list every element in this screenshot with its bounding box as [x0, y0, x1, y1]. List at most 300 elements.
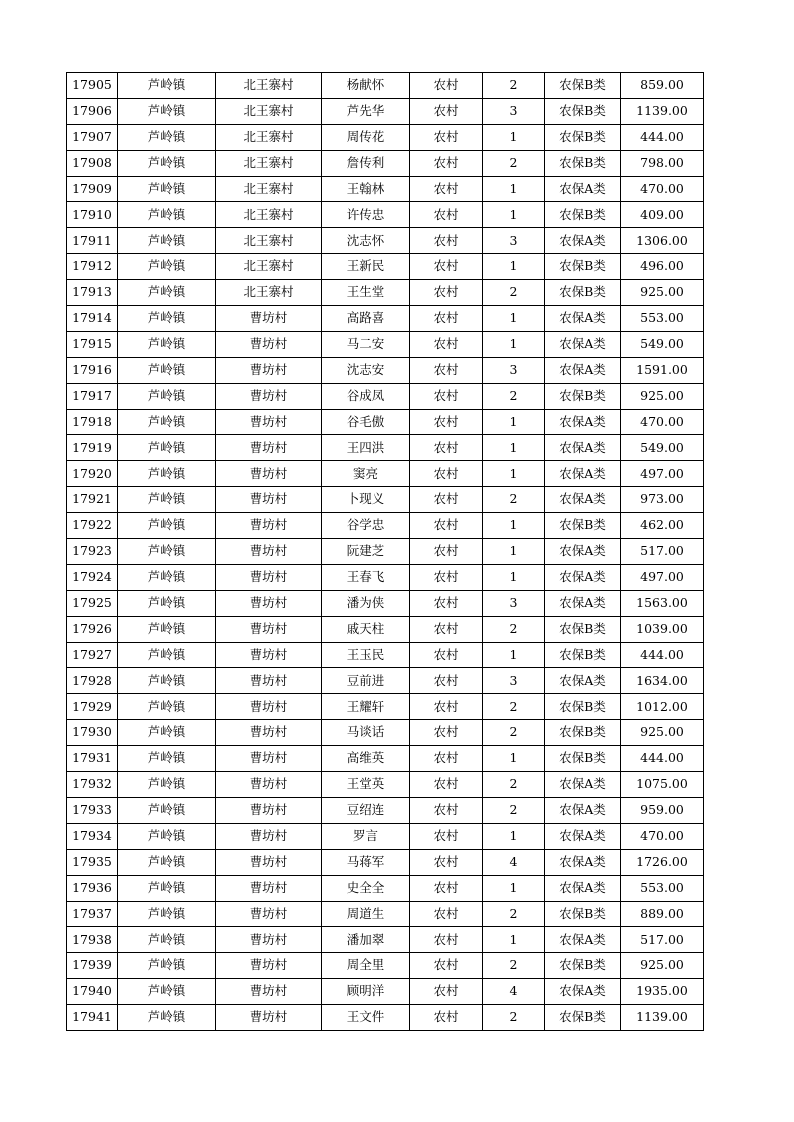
table-row: [67, 953, 704, 979]
town-cell: 芦岭镇: [118, 875, 216, 901]
member-count-cell: 3: [483, 228, 545, 254]
record-id-cell: 17930: [67, 720, 118, 746]
category-cell: 农保A类: [545, 927, 621, 953]
town-cell: 芦岭镇: [118, 979, 216, 1005]
town-cell: 芦岭镇: [118, 357, 216, 383]
member-count-cell: 2: [483, 720, 545, 746]
member-count-cell: 1: [483, 409, 545, 435]
table-row: [67, 176, 704, 202]
record-id-cell: 17907: [67, 124, 118, 150]
village-cell: 曹坊村: [216, 357, 322, 383]
amount-cell: 1726.00: [621, 849, 704, 875]
member-count-cell: 1: [483, 202, 545, 228]
village-cell: 北王寨村: [216, 98, 322, 124]
town-cell: 芦岭镇: [118, 823, 216, 849]
town-cell: 芦岭镇: [118, 694, 216, 720]
member-count-cell: 3: [483, 357, 545, 383]
household-type-cell: 农村: [410, 979, 483, 1005]
member-count-cell: 1: [483, 176, 545, 202]
household-type-cell: 农村: [410, 797, 483, 823]
household-type-cell: 农村: [410, 435, 483, 461]
household-type-cell: 农村: [410, 124, 483, 150]
amount-cell: 1139.00: [621, 98, 704, 124]
record-id-cell: 17934: [67, 823, 118, 849]
record-id-cell: 17933: [67, 797, 118, 823]
records-table: [66, 72, 704, 1031]
town-cell: 芦岭镇: [118, 383, 216, 409]
town-cell: 芦岭镇: [118, 797, 216, 823]
category-cell: 农保A类: [545, 979, 621, 1005]
table-row: [67, 202, 704, 228]
table-row: [67, 331, 704, 357]
table-row: [67, 150, 704, 176]
table-row: [67, 383, 704, 409]
village-cell: 北王寨村: [216, 73, 322, 99]
member-count-cell: 2: [483, 150, 545, 176]
member-count-cell: 1: [483, 513, 545, 539]
name-cell: 窦亮: [322, 461, 410, 487]
household-type-cell: 农村: [410, 1005, 483, 1031]
village-cell: 北王寨村: [216, 280, 322, 306]
household-type-cell: 农村: [410, 875, 483, 901]
category-cell: 农保A类: [545, 875, 621, 901]
record-id-cell: 17909: [67, 176, 118, 202]
member-count-cell: 1: [483, 306, 545, 332]
village-cell: 北王寨村: [216, 124, 322, 150]
category-cell: 农保B类: [545, 254, 621, 280]
member-count-cell: 2: [483, 73, 545, 99]
member-count-cell: 1: [483, 875, 545, 901]
table-row: [67, 927, 704, 953]
amount-cell: 444.00: [621, 124, 704, 150]
amount-cell: 925.00: [621, 953, 704, 979]
category-cell: 农保A类: [545, 823, 621, 849]
village-cell: 曹坊村: [216, 901, 322, 927]
household-type-cell: 农村: [410, 73, 483, 99]
table-row: [67, 280, 704, 306]
name-cell: 王四洪: [322, 435, 410, 461]
table-row: [67, 616, 704, 642]
name-cell: 许传忠: [322, 202, 410, 228]
record-id-cell: 17937: [67, 901, 118, 927]
amount-cell: 925.00: [621, 720, 704, 746]
household-type-cell: 农村: [410, 280, 483, 306]
name-cell: 高路喜: [322, 306, 410, 332]
member-count-cell: 1: [483, 254, 545, 280]
town-cell: 芦岭镇: [118, 487, 216, 513]
table-row: [67, 435, 704, 461]
table-row: [67, 513, 704, 539]
village-cell: 曹坊村: [216, 487, 322, 513]
household-type-cell: 农村: [410, 150, 483, 176]
amount-cell: 497.00: [621, 461, 704, 487]
table-row: [67, 124, 704, 150]
household-type-cell: 农村: [410, 720, 483, 746]
household-type-cell: 农村: [410, 98, 483, 124]
amount-cell: 470.00: [621, 176, 704, 202]
record-id-cell: 17925: [67, 590, 118, 616]
table-row: [67, 694, 704, 720]
amount-cell: 1563.00: [621, 590, 704, 616]
village-cell: 曹坊村: [216, 772, 322, 798]
village-cell: 曹坊村: [216, 564, 322, 590]
member-count-cell: 1: [483, 435, 545, 461]
member-count-cell: 1: [483, 124, 545, 150]
village-cell: 北王寨村: [216, 150, 322, 176]
category-cell: 农保B类: [545, 73, 621, 99]
town-cell: 芦岭镇: [118, 746, 216, 772]
town-cell: 芦岭镇: [118, 306, 216, 332]
name-cell: 周全里: [322, 953, 410, 979]
household-type-cell: 农村: [410, 539, 483, 565]
member-count-cell: 1: [483, 746, 545, 772]
village-cell: 曹坊村: [216, 668, 322, 694]
record-id-cell: 17922: [67, 513, 118, 539]
village-cell: 曹坊村: [216, 306, 322, 332]
amount-cell: 889.00: [621, 901, 704, 927]
household-type-cell: 农村: [410, 927, 483, 953]
member-count-cell: 3: [483, 98, 545, 124]
village-cell: 曹坊村: [216, 409, 322, 435]
table-row: [67, 772, 704, 798]
member-count-cell: 2: [483, 797, 545, 823]
village-cell: 曹坊村: [216, 461, 322, 487]
town-cell: 芦岭镇: [118, 564, 216, 590]
name-cell: 顾明洋: [322, 979, 410, 1005]
member-count-cell: 4: [483, 849, 545, 875]
amount-cell: 1634.00: [621, 668, 704, 694]
town-cell: 芦岭镇: [118, 73, 216, 99]
household-type-cell: 农村: [410, 823, 483, 849]
member-count-cell: 2: [483, 953, 545, 979]
household-type-cell: 农村: [410, 772, 483, 798]
amount-cell: 553.00: [621, 875, 704, 901]
category-cell: 农保B类: [545, 746, 621, 772]
record-id-cell: 17905: [67, 73, 118, 99]
name-cell: 沈志安: [322, 357, 410, 383]
table-row: [67, 98, 704, 124]
name-cell: 周道生: [322, 901, 410, 927]
village-cell: 曹坊村: [216, 331, 322, 357]
record-id-cell: 17915: [67, 331, 118, 357]
amount-cell: 1306.00: [621, 228, 704, 254]
town-cell: 芦岭镇: [118, 720, 216, 746]
table-row: [67, 590, 704, 616]
amount-cell: 517.00: [621, 927, 704, 953]
household-type-cell: 农村: [410, 357, 483, 383]
amount-cell: 497.00: [621, 564, 704, 590]
household-type-cell: 农村: [410, 953, 483, 979]
village-cell: 曹坊村: [216, 1005, 322, 1031]
town-cell: 芦岭镇: [118, 254, 216, 280]
name-cell: 王耀轩: [322, 694, 410, 720]
town-cell: 芦岭镇: [118, 461, 216, 487]
name-cell: 芦先华: [322, 98, 410, 124]
amount-cell: 470.00: [621, 409, 704, 435]
member-count-cell: 2: [483, 901, 545, 927]
name-cell: 马谈话: [322, 720, 410, 746]
town-cell: 芦岭镇: [118, 539, 216, 565]
household-type-cell: 农村: [410, 564, 483, 590]
amount-cell: 549.00: [621, 435, 704, 461]
name-cell: 周传花: [322, 124, 410, 150]
village-cell: 曹坊村: [216, 823, 322, 849]
village-cell: 曹坊村: [216, 849, 322, 875]
household-type-cell: 农村: [410, 176, 483, 202]
town-cell: 芦岭镇: [118, 772, 216, 798]
category-cell: 农保B类: [545, 953, 621, 979]
record-id-cell: 17906: [67, 98, 118, 124]
village-cell: 曹坊村: [216, 927, 322, 953]
table-row: [67, 409, 704, 435]
town-cell: 芦岭镇: [118, 616, 216, 642]
member-count-cell: 4: [483, 979, 545, 1005]
table-row: [67, 539, 704, 565]
amount-cell: 409.00: [621, 202, 704, 228]
record-id-cell: 17912: [67, 254, 118, 280]
name-cell: 谷学忠: [322, 513, 410, 539]
town-cell: 芦岭镇: [118, 1005, 216, 1031]
village-cell: 曹坊村: [216, 875, 322, 901]
town-cell: 芦岭镇: [118, 124, 216, 150]
category-cell: 农保A类: [545, 331, 621, 357]
category-cell: 农保A类: [545, 772, 621, 798]
record-id-cell: 17923: [67, 539, 118, 565]
table-row: [67, 901, 704, 927]
town-cell: 芦岭镇: [118, 409, 216, 435]
table-row: [67, 1005, 704, 1031]
category-cell: 农保B类: [545, 150, 621, 176]
name-cell: 罗言: [322, 823, 410, 849]
member-count-cell: 2: [483, 694, 545, 720]
amount-cell: 444.00: [621, 746, 704, 772]
record-id-cell: 17939: [67, 953, 118, 979]
member-count-cell: 1: [483, 539, 545, 565]
table-row: [67, 306, 704, 332]
village-cell: 曹坊村: [216, 590, 322, 616]
amount-cell: 1012.00: [621, 694, 704, 720]
member-count-cell: 1: [483, 564, 545, 590]
amount-cell: 959.00: [621, 797, 704, 823]
table-row: [67, 979, 704, 1005]
village-cell: 北王寨村: [216, 254, 322, 280]
amount-cell: 859.00: [621, 73, 704, 99]
name-cell: 王堂英: [322, 772, 410, 798]
household-type-cell: 农村: [410, 590, 483, 616]
household-type-cell: 农村: [410, 487, 483, 513]
town-cell: 芦岭镇: [118, 280, 216, 306]
village-cell: 北王寨村: [216, 228, 322, 254]
town-cell: 芦岭镇: [118, 150, 216, 176]
town-cell: 芦岭镇: [118, 668, 216, 694]
name-cell: 豆前进: [322, 668, 410, 694]
amount-cell: 444.00: [621, 642, 704, 668]
category-cell: 农保B类: [545, 642, 621, 668]
village-cell: 北王寨村: [216, 202, 322, 228]
member-count-cell: 1: [483, 823, 545, 849]
town-cell: 芦岭镇: [118, 176, 216, 202]
member-count-cell: 1: [483, 461, 545, 487]
table-row: [67, 461, 704, 487]
record-id-cell: 17941: [67, 1005, 118, 1031]
record-id-cell: 17927: [67, 642, 118, 668]
name-cell: 史全全: [322, 875, 410, 901]
amount-cell: 925.00: [621, 280, 704, 306]
member-count-cell: 3: [483, 668, 545, 694]
village-cell: 曹坊村: [216, 979, 322, 1005]
village-cell: 曹坊村: [216, 953, 322, 979]
amount-cell: 973.00: [621, 487, 704, 513]
member-count-cell: 1: [483, 642, 545, 668]
category-cell: 农保A类: [545, 228, 621, 254]
town-cell: 芦岭镇: [118, 331, 216, 357]
category-cell: 农保A类: [545, 849, 621, 875]
category-cell: 农保A类: [545, 176, 621, 202]
name-cell: 王新民: [322, 254, 410, 280]
household-type-cell: 农村: [410, 331, 483, 357]
table-row: [67, 797, 704, 823]
category-cell: 农保A类: [545, 306, 621, 332]
records-table-body: [67, 73, 704, 1031]
village-cell: 曹坊村: [216, 797, 322, 823]
town-cell: 芦岭镇: [118, 228, 216, 254]
name-cell: 潘为侠: [322, 590, 410, 616]
record-id-cell: 17919: [67, 435, 118, 461]
name-cell: 王翰林: [322, 176, 410, 202]
name-cell: 高维英: [322, 746, 410, 772]
amount-cell: 462.00: [621, 513, 704, 539]
record-id-cell: 17913: [67, 280, 118, 306]
member-count-cell: 2: [483, 772, 545, 798]
category-cell: 农保B类: [545, 616, 621, 642]
name-cell: 王春飞: [322, 564, 410, 590]
category-cell: 农保A类: [545, 435, 621, 461]
name-cell: 马二安: [322, 331, 410, 357]
town-cell: 芦岭镇: [118, 435, 216, 461]
table-row: [67, 849, 704, 875]
category-cell: 农保A类: [545, 357, 621, 383]
record-id-cell: 17935: [67, 849, 118, 875]
table-row: [67, 487, 704, 513]
member-count-cell: 1: [483, 927, 545, 953]
record-id-cell: 17916: [67, 357, 118, 383]
village-cell: 曹坊村: [216, 694, 322, 720]
household-type-cell: 农村: [410, 668, 483, 694]
household-type-cell: 农村: [410, 461, 483, 487]
member-count-cell: 2: [483, 280, 545, 306]
household-type-cell: 农村: [410, 254, 483, 280]
record-id-cell: 17928: [67, 668, 118, 694]
name-cell: 戚天柱: [322, 616, 410, 642]
village-cell: 曹坊村: [216, 383, 322, 409]
town-cell: 芦岭镇: [118, 901, 216, 927]
town-cell: 芦岭镇: [118, 590, 216, 616]
amount-cell: 496.00: [621, 254, 704, 280]
household-type-cell: 农村: [410, 409, 483, 435]
household-type-cell: 农村: [410, 901, 483, 927]
category-cell: 农保B类: [545, 202, 621, 228]
household-type-cell: 农村: [410, 694, 483, 720]
town-cell: 芦岭镇: [118, 513, 216, 539]
record-id-cell: 17929: [67, 694, 118, 720]
amount-cell: 1935.00: [621, 979, 704, 1005]
village-cell: 曹坊村: [216, 435, 322, 461]
member-count-cell: 3: [483, 590, 545, 616]
table-row: [67, 823, 704, 849]
household-type-cell: 农村: [410, 202, 483, 228]
category-cell: 农保B类: [545, 720, 621, 746]
table-row: [67, 564, 704, 590]
village-cell: 北王寨村: [216, 176, 322, 202]
record-id-cell: 17932: [67, 772, 118, 798]
amount-cell: 1591.00: [621, 357, 704, 383]
amount-cell: 925.00: [621, 383, 704, 409]
category-cell: 农保B类: [545, 1005, 621, 1031]
village-cell: 曹坊村: [216, 513, 322, 539]
member-count-cell: 2: [483, 616, 545, 642]
name-cell: 杨献怀: [322, 73, 410, 99]
table-row: [67, 746, 704, 772]
household-type-cell: 农村: [410, 383, 483, 409]
name-cell: 王文件: [322, 1005, 410, 1031]
name-cell: 谷成凤: [322, 383, 410, 409]
member-count-cell: 1: [483, 331, 545, 357]
town-cell: 芦岭镇: [118, 953, 216, 979]
household-type-cell: 农村: [410, 228, 483, 254]
amount-cell: 798.00: [621, 150, 704, 176]
village-cell: 曹坊村: [216, 616, 322, 642]
record-id-cell: 17910: [67, 202, 118, 228]
record-id-cell: 17931: [67, 746, 118, 772]
table-row: [67, 668, 704, 694]
category-cell: 农保A类: [545, 539, 621, 565]
household-type-cell: 农村: [410, 306, 483, 332]
table-row: [67, 254, 704, 280]
table-row: [67, 357, 704, 383]
name-cell: 沈志怀: [322, 228, 410, 254]
village-cell: 曹坊村: [216, 746, 322, 772]
table-row: [67, 73, 704, 99]
category-cell: 农保B类: [545, 98, 621, 124]
household-type-cell: 农村: [410, 746, 483, 772]
table-row: [67, 875, 704, 901]
household-type-cell: 农村: [410, 642, 483, 668]
member-count-cell: 2: [483, 487, 545, 513]
category-cell: 农保A类: [545, 668, 621, 694]
amount-cell: 517.00: [621, 539, 704, 565]
record-id-cell: 17908: [67, 150, 118, 176]
village-cell: 曹坊村: [216, 720, 322, 746]
household-type-cell: 农村: [410, 513, 483, 539]
household-type-cell: 农村: [410, 849, 483, 875]
record-id-cell: 17920: [67, 461, 118, 487]
village-cell: 曹坊村: [216, 642, 322, 668]
name-cell: 卜现义: [322, 487, 410, 513]
name-cell: 豆绍连: [322, 797, 410, 823]
category-cell: 农保B类: [545, 280, 621, 306]
name-cell: 詹传利: [322, 150, 410, 176]
amount-cell: 470.00: [621, 823, 704, 849]
name-cell: 马蒋军: [322, 849, 410, 875]
household-type-cell: 农村: [410, 616, 483, 642]
category-cell: 农保A类: [545, 461, 621, 487]
record-id-cell: 17926: [67, 616, 118, 642]
town-cell: 芦岭镇: [118, 98, 216, 124]
record-id-cell: 17911: [67, 228, 118, 254]
name-cell: 阮建芝: [322, 539, 410, 565]
amount-cell: 1039.00: [621, 616, 704, 642]
name-cell: 王生堂: [322, 280, 410, 306]
